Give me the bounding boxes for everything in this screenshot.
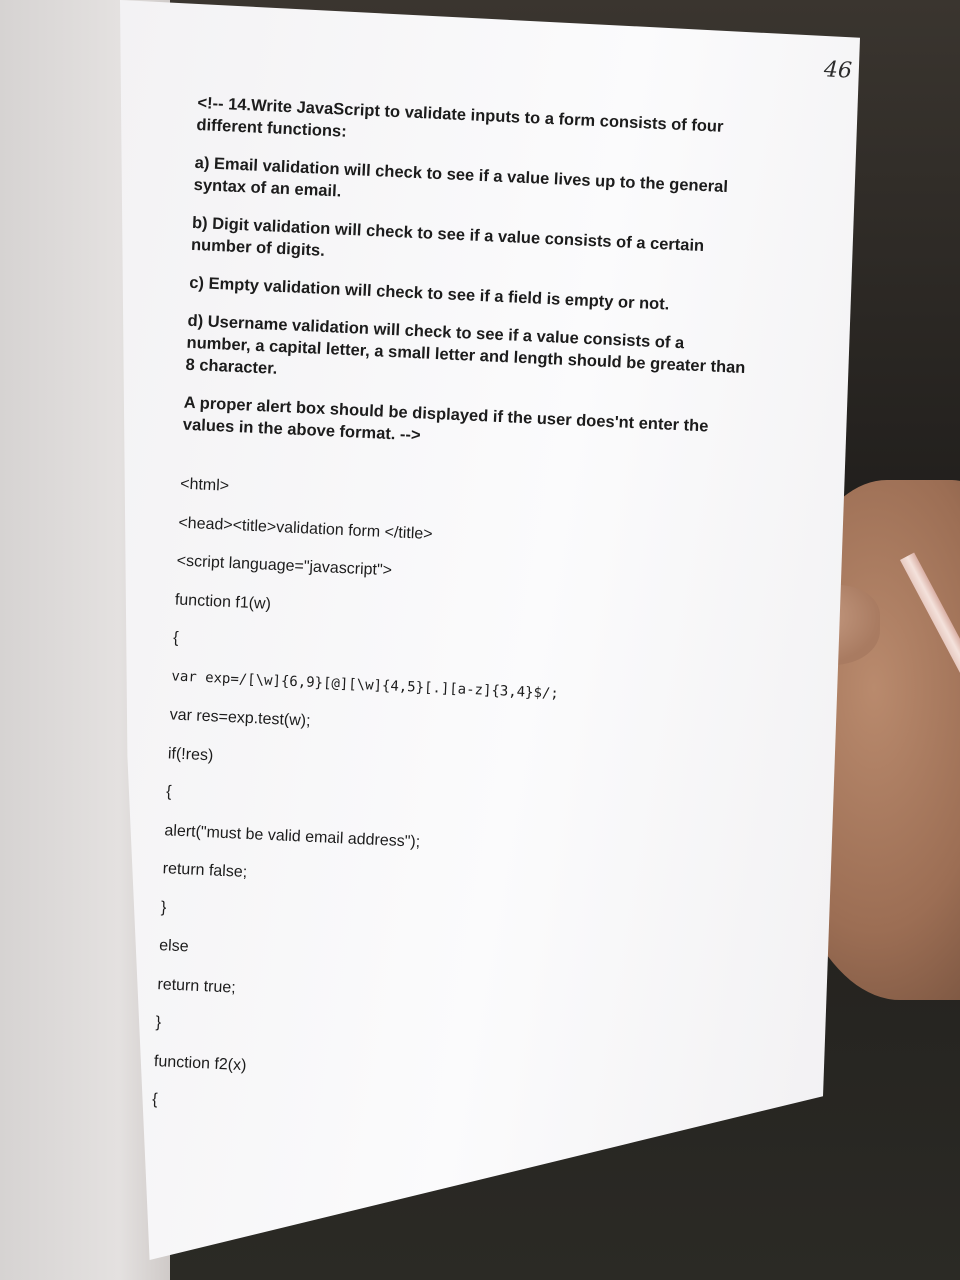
question-item-c: c) Empty validation will check to see if a field is empty or not. xyxy=(188,273,670,314)
code-line: } xyxy=(160,898,167,916)
question-closing: A proper alert box should be displayed if the user does'nt enter the values in the above format. --> xyxy=(182,393,709,445)
code-line: else xyxy=(158,937,189,956)
question-item-d: d) Username validation will check to see if a value consists of a number, a capital letter, a small letter and length should be greater than 8 character. xyxy=(185,311,746,378)
page-text xyxy=(151,92,758,1155)
code-line: } xyxy=(155,1014,162,1032)
code-line: <head><title>validation form </title> xyxy=(178,514,433,543)
code-line: { xyxy=(151,1090,158,1109)
code-line: function f1(w) xyxy=(174,590,272,613)
code-line: { xyxy=(165,783,172,801)
question-item-a: a) Email validation will check to see if a value lives up to the general syntax of an email. xyxy=(193,153,729,201)
code-line: function f2(x) xyxy=(153,1052,247,1074)
code-line: { xyxy=(172,629,179,647)
code-line-regex: var exp=/[\w]{6,9}[@][\w]{4,5}[.][a-z]{3,4}$/; xyxy=(171,667,560,702)
code-line: return true; xyxy=(157,975,237,997)
code-line: <script language="javascript"> xyxy=(176,552,393,580)
code-line: if(!res) xyxy=(167,744,214,764)
code-line: alert("must be valid email address"); xyxy=(164,821,421,851)
code-line: <html> xyxy=(179,475,230,495)
code-line: var res=exp.test(w); xyxy=(169,706,311,730)
question-item-b: b) Digit validation will check to see if a value consists of a certain number of digits. xyxy=(190,213,705,260)
question-block xyxy=(182,92,757,461)
code-listing xyxy=(151,476,740,1155)
code-line: return false; xyxy=(162,860,248,882)
question-title: <!-- 14.Write JavaScript to validate inputs to a form consists of four different functions: xyxy=(196,93,724,141)
handwritten-page-number: 46 xyxy=(823,57,853,84)
